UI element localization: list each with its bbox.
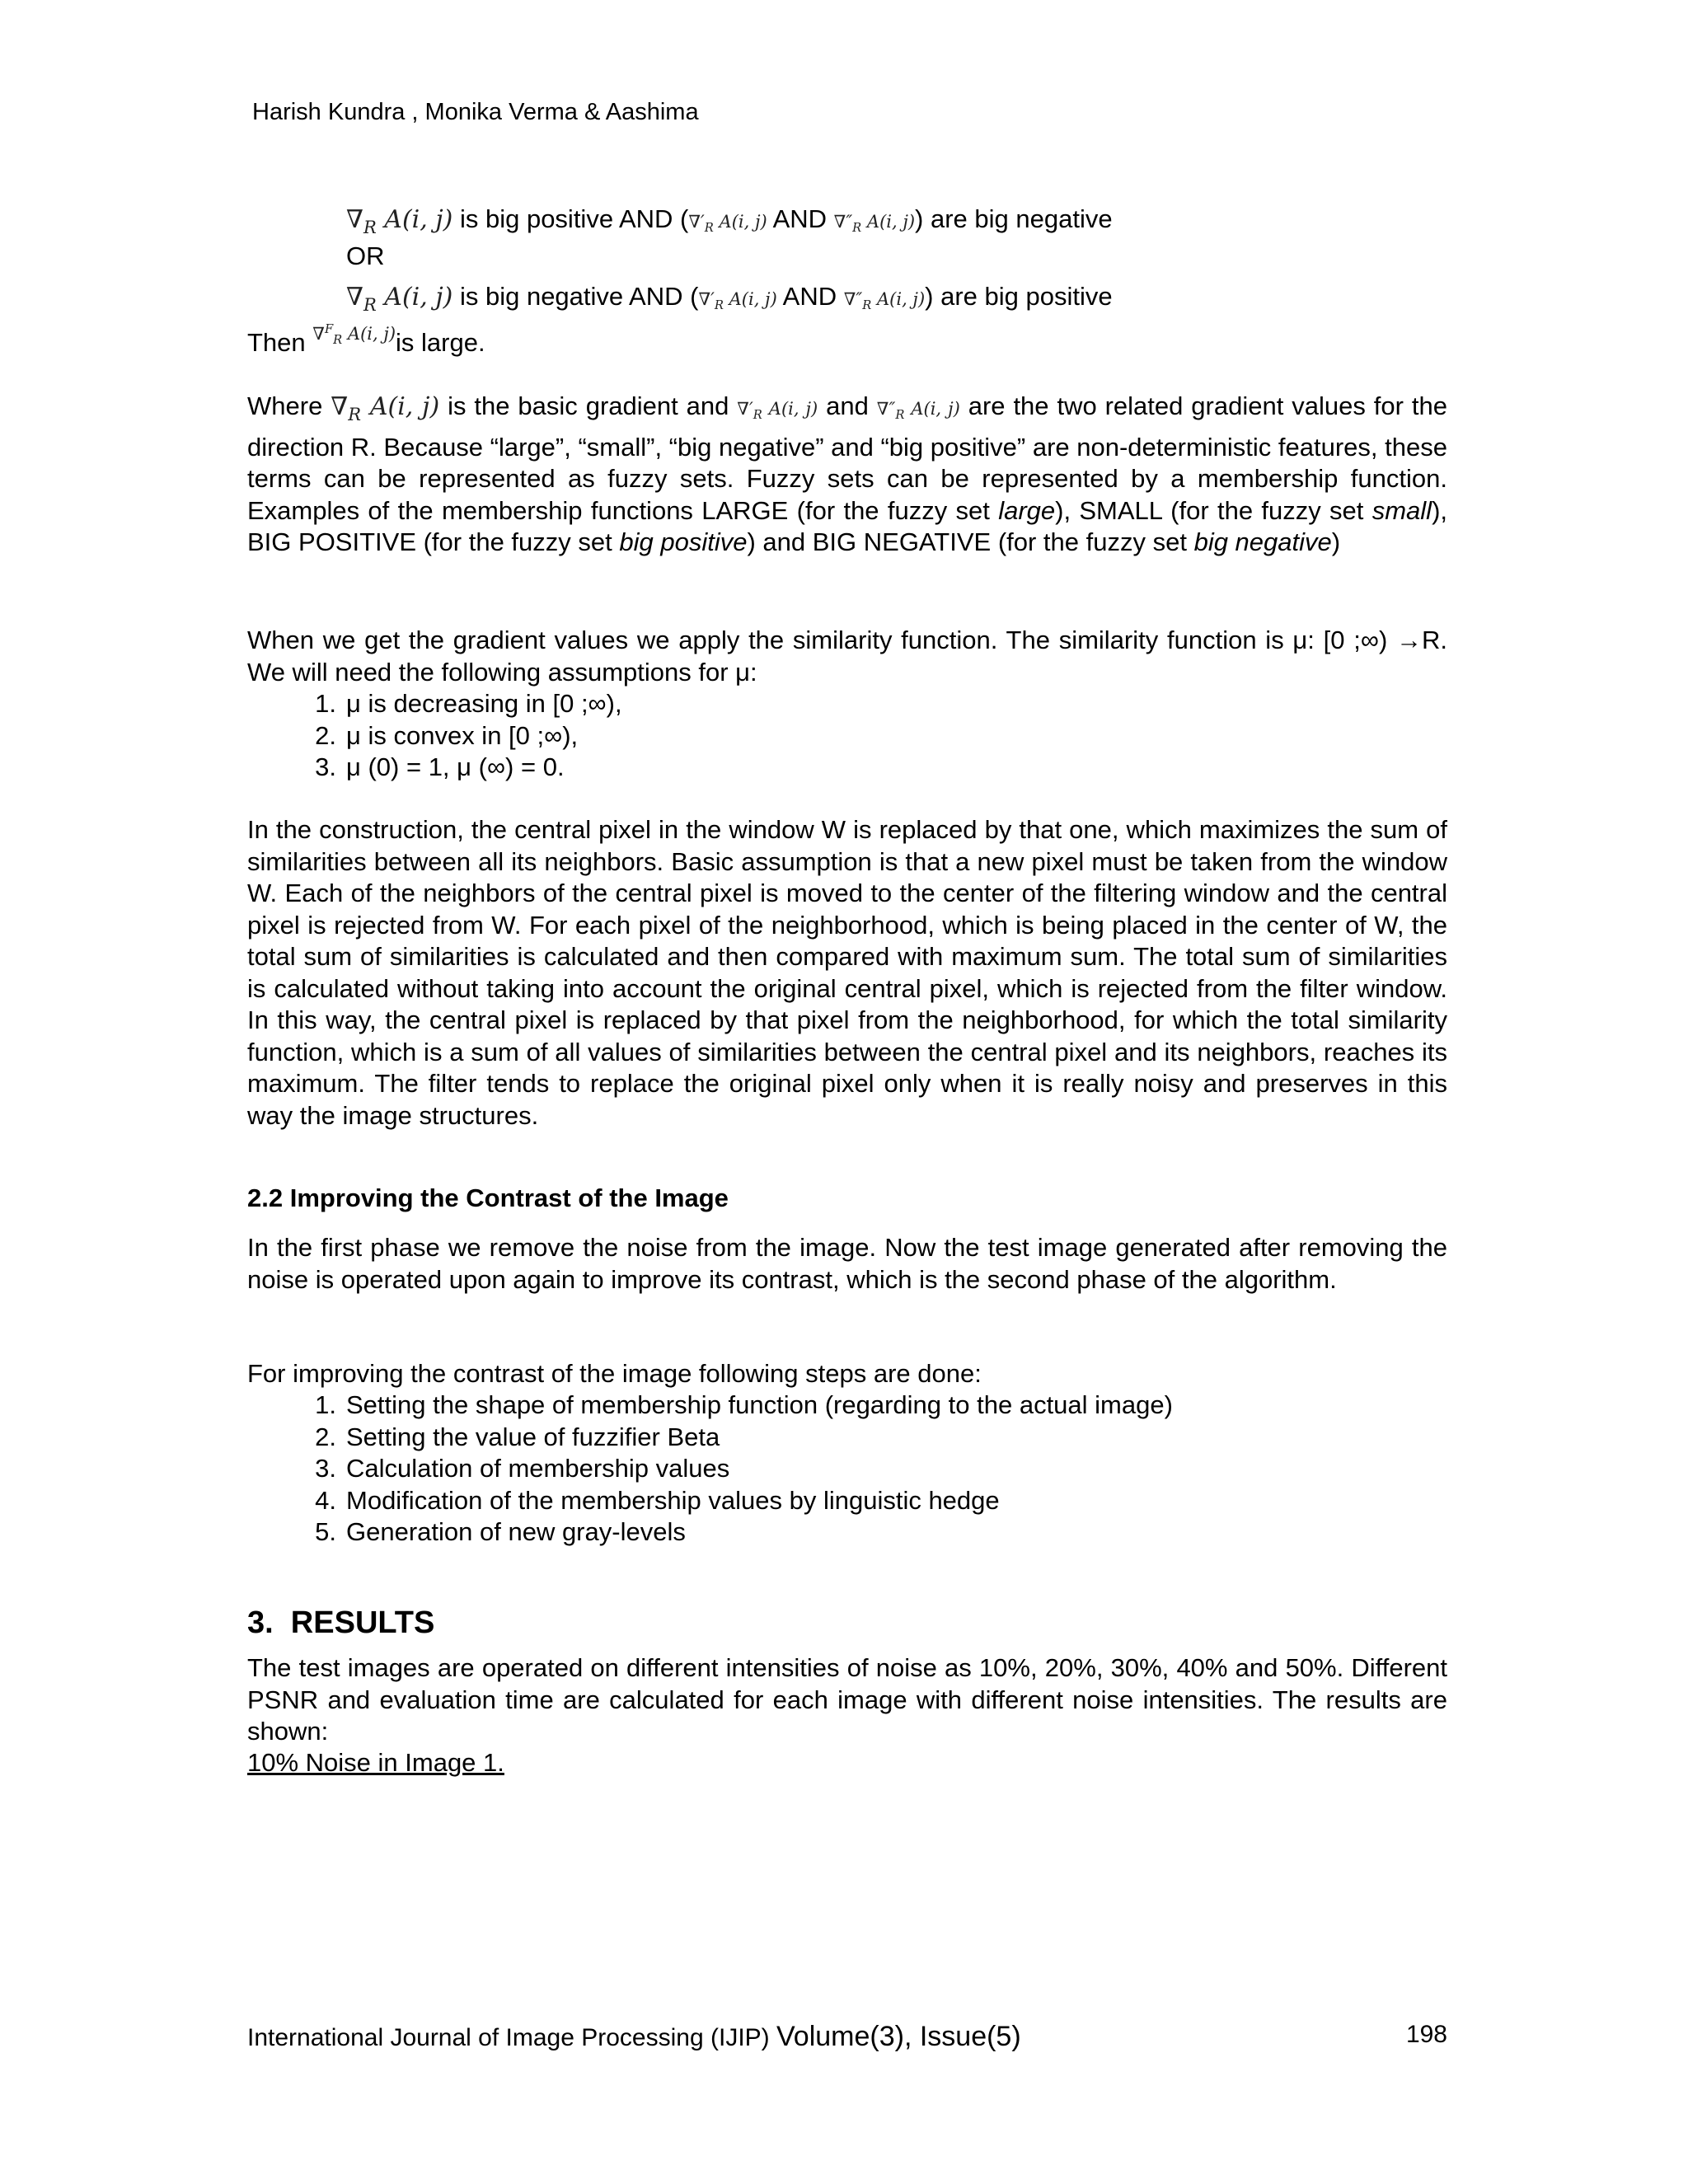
where-text: is the basic gradient and xyxy=(448,391,729,420)
where-text: Where xyxy=(247,391,323,420)
gradient-prime-symbol: $\nabla'_R$ A(i, j) xyxy=(698,289,777,313)
rule-text: ) are big negative xyxy=(915,204,1113,233)
where-paragraph xyxy=(247,391,1447,559)
footer-journal xyxy=(247,2021,1021,2053)
list-text: μ is convex in [0 ;∞), xyxy=(346,720,579,750)
list-text: μ (0) = 1, μ (∞) = 0. xyxy=(346,752,565,781)
list-number: 1. xyxy=(315,1390,336,1419)
gradient-symbol: $\nabla_R$ A(i, j) xyxy=(331,392,440,424)
results-paragraph: The test images are operated on different intensities of noise as 10%, 20%, 30%, 40% and 50%. Different PSNR and evaluation time are calculated for each image with different noise intensities. The results are shown: xyxy=(247,1653,1447,1746)
italic-term: big positive xyxy=(619,527,748,557)
list-number: 4. xyxy=(315,1485,336,1515)
list-item xyxy=(247,1390,1447,1422)
list-item xyxy=(247,1516,1447,1549)
section-2-2-paragraph: In the first phase we remove the noise from the image. Now the test image generated after removing the noise is operated upon again to improve its contrast, which is the second phase of the algorithm. xyxy=(247,1233,1447,1294)
list-text: Setting the value of fuzzifier Beta xyxy=(346,1422,720,1451)
similarity-paragraph: When we get the gradient values we apply the similarity function. The similarity function is μ: [0 ;∞) →R. We will need the following assumptions for μ: xyxy=(247,626,1447,687)
italic-term: small xyxy=(1372,495,1432,525)
rule-text: is large. xyxy=(396,328,485,357)
where-text: and xyxy=(826,391,869,420)
gradient-double-prime-symbol: $\nabla''_R$ A(i, j) xyxy=(876,399,960,423)
where-text: ) xyxy=(1331,527,1341,557)
running-head: Harish Kundra , Monika Verma & Aashima xyxy=(252,99,699,125)
list-text: Calculation of membership values xyxy=(346,1454,730,1483)
steps-intro: For improving the contrast of the image following steps are done: xyxy=(247,1359,982,1388)
rule-text: Then xyxy=(247,328,306,357)
rule-or: OR xyxy=(346,241,385,270)
list-item xyxy=(247,720,1447,752)
fuzzy-gradient-symbol: ∇FR A(i, j) xyxy=(312,322,396,348)
list-item xyxy=(247,752,1447,784)
section-heading-results: 3. RESULTS xyxy=(247,1605,435,1640)
rule-text: is big negative AND ( xyxy=(459,282,699,311)
where-text: ) and BIG NEGATIVE (for the fuzzy set xyxy=(747,527,1194,557)
list-item xyxy=(247,1422,1447,1454)
where-text: ), BIG POSITIVE (for the fuzzy set xyxy=(247,495,1448,557)
where-text: are the two related gradient xyxy=(968,391,1284,420)
list-text: Modification of the membership values by linguistic hedge xyxy=(346,1485,1000,1515)
list-number: 3. xyxy=(315,752,336,781)
where-text: ), SMALL (for the fuzzy set xyxy=(1055,495,1372,525)
rule-text: AND xyxy=(782,282,837,311)
journal-volume: Volume(3), Issue(5) xyxy=(776,2021,1021,2052)
list-item xyxy=(247,688,1447,720)
list-text: Generation of new gray-levels xyxy=(346,1517,686,1546)
italic-term: large xyxy=(998,495,1056,525)
rule-line-2 xyxy=(346,282,1113,315)
contrast-steps-list xyxy=(247,1390,1447,1549)
list-number: 5. xyxy=(315,1517,336,1546)
gradient-symbol: $\nabla_R$ A(i, j) xyxy=(346,205,453,237)
rule-line-1 xyxy=(346,204,1113,237)
list-item xyxy=(247,1485,1447,1517)
rule-text: AND xyxy=(772,204,828,233)
gradient-double-prime-symbol: $\nabla''_R$ A(i, j) xyxy=(843,289,926,313)
rule-text: is big positive AND ( xyxy=(459,204,689,233)
list-number: 1. xyxy=(315,689,336,718)
construction-paragraph: In the construction, the central pixel in the window W is replaced by that one, which maximizes the sum of similarities between all its neighbors. Basic assumption is that a new pixel must be taken from the window W. Each of the neighbors of the central pixel is moved to the center of the filtering window and the central pixel is rejected from W. For each pixel of the neighborhood, which is being placed in the center of W, the total sum of similarities is calculated and then compared with maximum sum. The total sum of similarities is calculated without taking into account the original central pixel, which is rejected from the filter window. In this way, the central pixel is replaced by that pixel from the neighborhood, for which the total similarity function, which is a sum of all values of similarities between the central pixel and its neighbors, reaches its maximum. The filter tends to replace the original pixel only when it is really noisy and preserves in this way the image structures. xyxy=(247,815,1447,1130)
where-text: values for the direction R. Because “large”, “small”, “big negative” and “big positive” are non-deterministic features, these terms can be represented as fuzzy sets. Fuzzy sets can be represented by a membership function. Examples of the membership functions LARGE (for the fuzzy set xyxy=(247,391,1447,525)
gradient-double-prime-symbol: $\nabla''_R$ A(i, j) xyxy=(833,212,916,236)
figure-caption: 10% Noise in Image 1. xyxy=(247,1748,504,1777)
gradient-symbol: $\nabla_R$ A(i, j) xyxy=(346,283,453,315)
similarity-assumptions-list xyxy=(247,688,1447,784)
list-item xyxy=(247,1453,1447,1485)
list-text: μ is decreasing in [0 ;∞), xyxy=(346,689,622,718)
italic-term: big negative xyxy=(1193,527,1332,557)
rule-then xyxy=(247,322,485,359)
list-number: 2. xyxy=(315,720,336,750)
journal-name: International Journal of Image Processing (IJIP) xyxy=(247,2024,776,2051)
section-heading-2-2: 2.2 Improving the Contrast of the Image xyxy=(247,1183,729,1212)
list-number: 3. xyxy=(315,1454,336,1483)
list-text: Setting the shape of membership function (regarding to the actual image) xyxy=(346,1390,1173,1419)
list-number: 2. xyxy=(315,1422,336,1451)
gradient-prime-symbol: $\nabla'_R$ A(i, j) xyxy=(737,399,818,423)
page-number: 198 xyxy=(1405,2021,1447,2048)
rule-text: ) are big positive xyxy=(925,282,1113,311)
gradient-prime-symbol: $\nabla'_R$ A(i, j) xyxy=(688,212,767,236)
